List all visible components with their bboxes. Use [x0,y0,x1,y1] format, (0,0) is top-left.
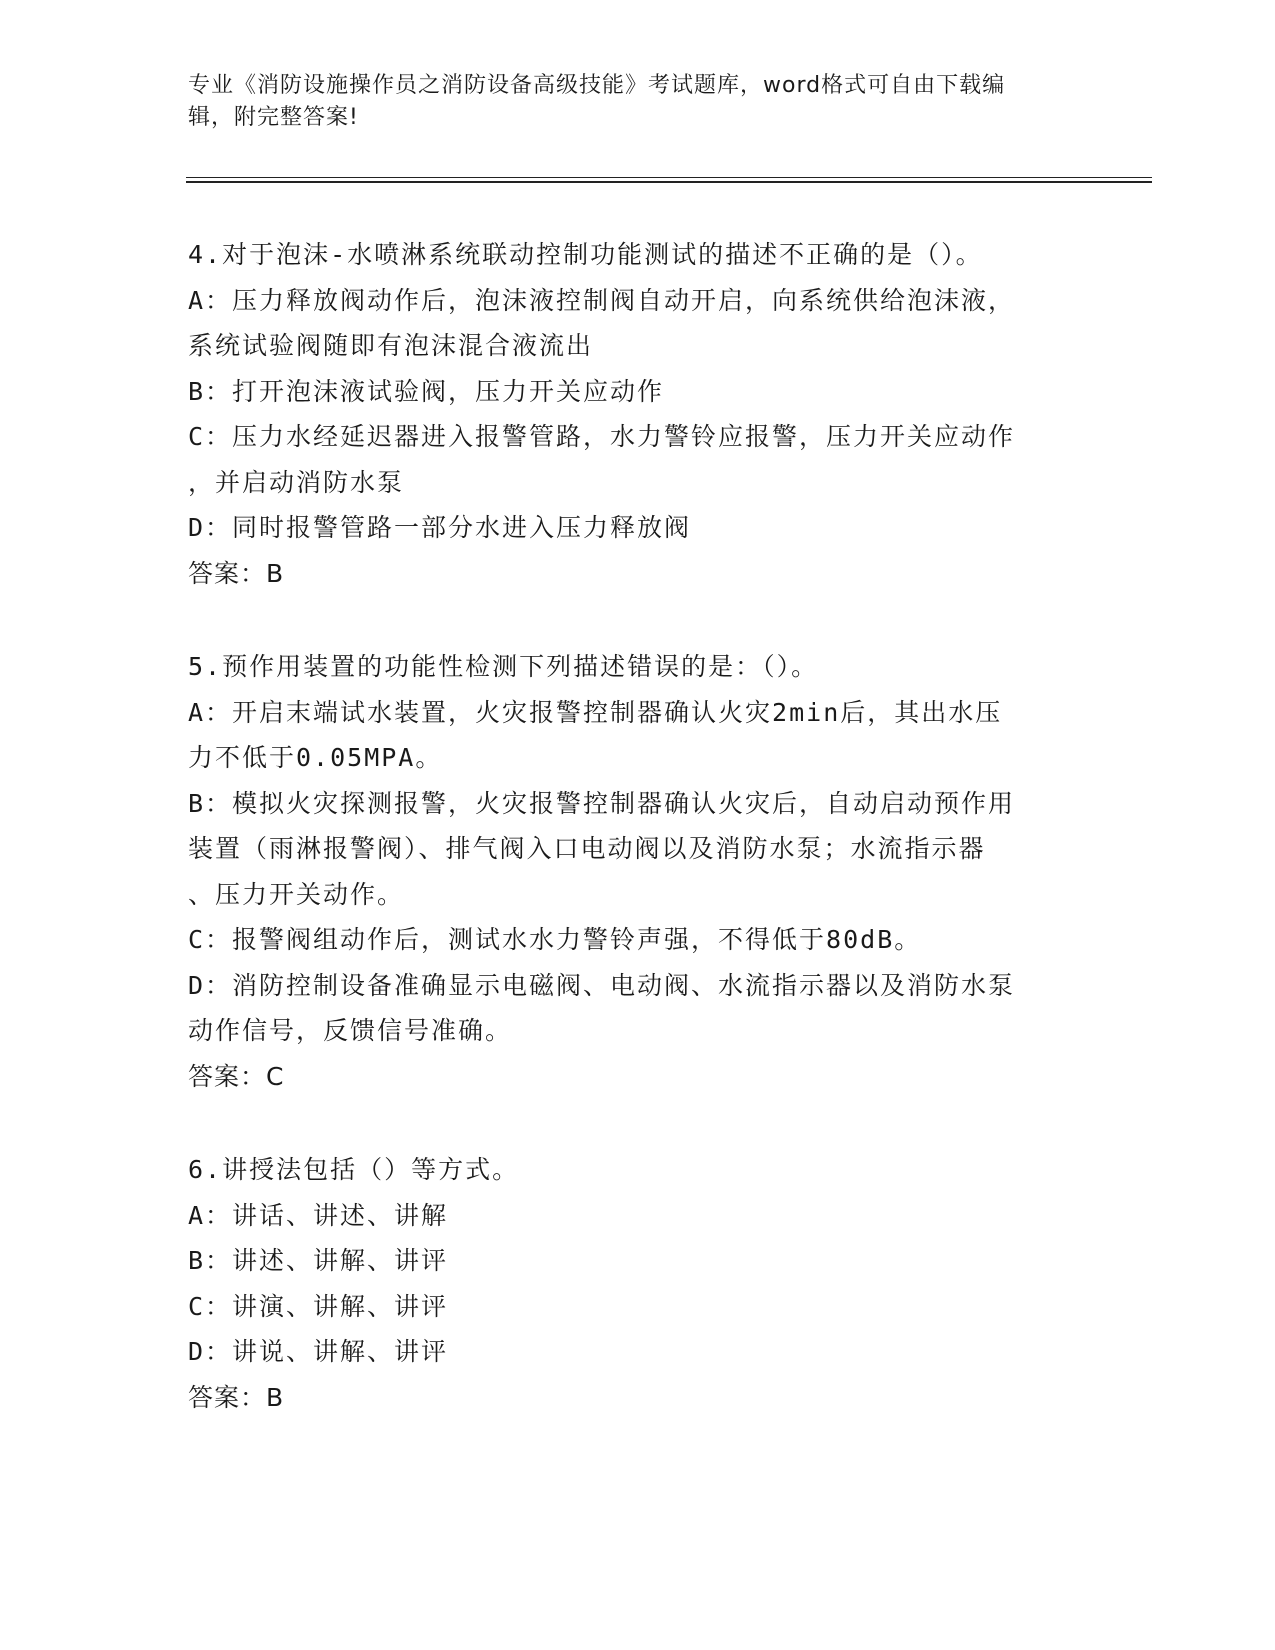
option-a: A：开启末端试水装置，火灾报警控制器确认火灾2min后，其出水压 [188,697,1003,727]
question-stem: 5.预作用装置的功能性检测下列描述错误的是：（）。 [188,652,819,681]
option-b-continued: 、压力开关动作。 [188,879,405,909]
answer-line: 答案：B [188,558,285,588]
option-d: D：同时报警管路一部分水进入压力释放阀 [188,513,692,542]
option-a-continued: 力不低于0.05MPA。 [188,743,443,772]
option-c: C：压力水经延迟器进入报警管路，水力警铃应报警，压力开关应动作 [188,422,1016,451]
option-d: D：讲说、讲解、讲评 [188,1337,449,1366]
question-list [188,232,1088,1468]
header-divider-thick [186,181,1152,183]
answer-line: 答案：C [188,1061,285,1091]
option-a: A：讲话、讲述、讲解 [188,1200,449,1230]
option-a: A：压力释放阀动作后，泡沫液控制阀自动开启，向系统供给泡沫液， [188,285,1016,315]
option-b: B：讲述、讲解、讲评 [188,1246,449,1275]
header-line: 专业《消防设施操作员之消防设备高级技能》考试题库，word格式可自由下载编 [188,73,1006,98]
question-stem: 4.对于泡沫-水喷淋系统联动控制功能测试的描述不正确的是（）。 [188,240,983,269]
answer-line: 答案：B [188,1382,285,1412]
option-d-continued: 动作信号，反馈信号准确。 [188,1016,513,1045]
option-a-continued: 系统试验阀随即有泡沫混合液流出 [188,331,594,360]
header-divider-thin [186,177,1152,178]
header-line: 辑，附完整答案! [188,105,359,130]
document-header [188,70,1088,134]
question-6 [188,1147,1088,1420]
question-4 [188,232,1088,596]
option-c: C：讲演、讲解、讲评 [188,1291,449,1321]
option-b: B：打开泡沫液试验阀，压力开关应动作 [188,376,665,406]
option-b: B：模拟火灾探测报警，火灾报警控制器确认火灾后，自动启动预作用 [188,788,1016,818]
option-b-continued: 装置（雨淋报警阀）、排气阀入口电动阀以及消防水泵；水流指示器 [188,834,986,863]
option-c-continued: ，并启动消防水泵 [188,467,405,497]
option-c: C：报警阀组动作后，测试水水力警铃声强，不得低于80dB。 [188,925,922,954]
question-stem: 6.讲授法包括（）等方式。 [188,1155,520,1184]
question-5 [188,644,1088,1099]
option-d: D：消防控制设备准确显示电磁阀、电动阀、水流指示器以及消防水泵 [188,970,1016,1000]
